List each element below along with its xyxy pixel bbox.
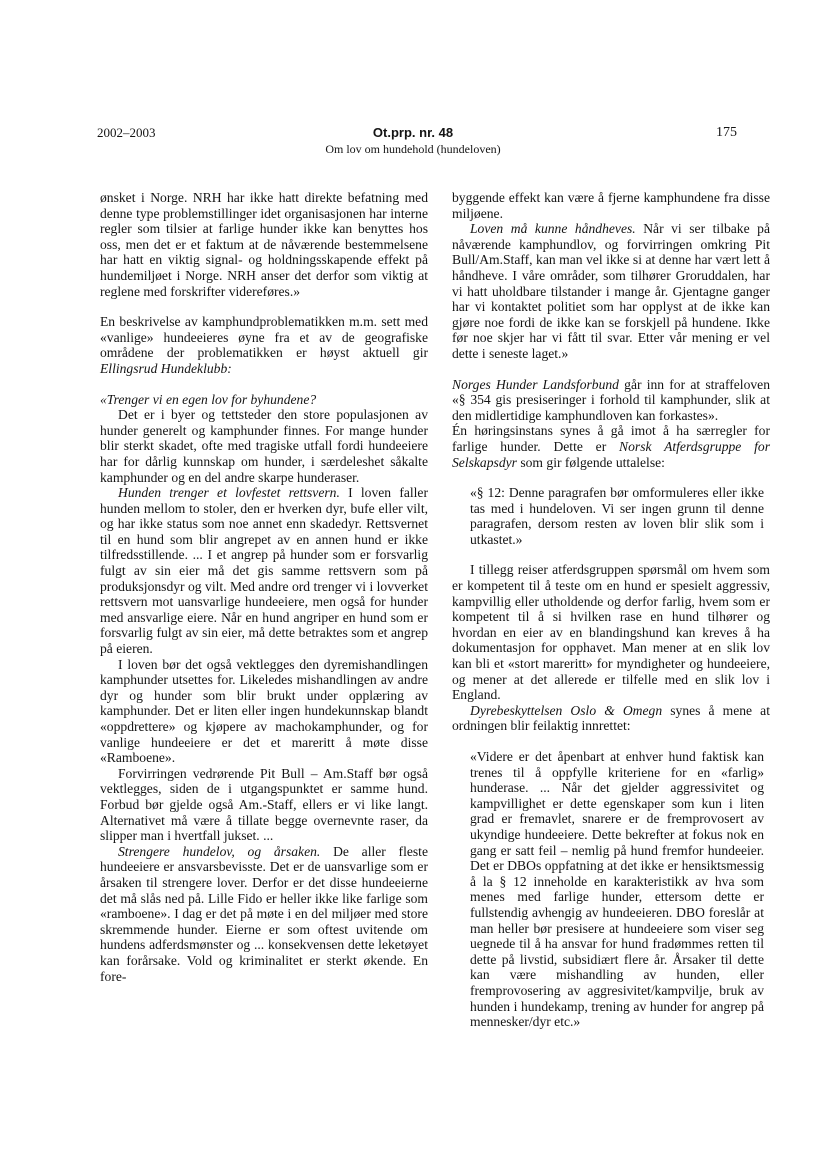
header-center	[0, 125, 826, 157]
block-quote: «Videre er det åpenbart at enhver hund faktisk kan trenes til å oppfylle kriteriene for en «farlig» hunderase. ... Når det gjelder aggressivitet og kampvillighet er dette egenskaper som kun i liten grad er fremavlet, snarere er de fremprovosert av ukyndige hundeeiere. Dette bekrefter at fokus nok en gang er satt feil – nemlig på hund fremfor hundeeier. Det er DBOs oppfatning at det ikke er hensiktsmessig å la § 12 inneholde en karakteristikk av hva som menes med farlige hunder, ettersom dette er fullstendig avhengig av hundeeieren. DBO foreslår at man heller bør presisere at hundeeiere som viser seg uegnede til å ha ansvar for hund fradømmes retten til dette på livstid, subsidiært flere år. Årsaker til dette kan være mishandling av hunden, eller fremprovosering av aggresivitet/kampvilje, bruk av hunden i hundekamp, trening av hunder for angrep på mennesker/dyr etc.»	[470, 749, 764, 1030]
organization-name: Norges Hunder Landsforbund	[452, 376, 619, 392]
left-column	[100, 190, 428, 984]
organization-name: Norsk Atferdsgruppe for Selskapsdyr	[452, 438, 771, 470]
quote-paragraph: I loven bør det også vektlegges den dyremishandlingen kamphunder utsettes for. Likeledes mishandlingen av andre dyr og hunder som blir brukt under opplæring av kamphunder. Det er liten eller ingen hundekunnskap blandt «oppdrettere» og kjøpere av machokamphunder, og for vanlige hundeeiere er det et mareritt å møte disse «Ramboene».	[100, 656, 428, 766]
block-quote: «§ 12: Denne paragrafen bør omformuleres eller ikke tas med i hundeloven. Vi ser ingen grunn til denne paragrafen, dersom resten av loven blir slik som i utkastet.»	[470, 485, 764, 547]
quote-heading: «Trenger vi en egen lov for byhundene?	[100, 391, 317, 407]
quote-subheading: Loven må kunne håndheves.	[470, 221, 636, 237]
document-subtitle: Om lov om hundehold (hundeloven)	[325, 142, 501, 156]
quote-paragraph: Hunden trenger et lovfestet rettsvern. I loven faller hunden mellom to stoler, den er hverken dyr, bufe eller vilt, og har ikke status som noe annet enn skadedyr. Rettsvernet til en hund som blir angrepet av en annen hund er ikke tilfredsstillende. ... I et angrep på hunder som er forsvarlig fulgt av sin eier må det gis samme rettsvern som på produksjonsdyr og vilt. Med andre ord trenger vi i lovverket rettsvern mot uansvarlige hundeeiere, men også for hunder med ansvarlige eiere. Når en hund angriper en hund som er forsvarlig fulgt av sin eier, må dette betraktes som et angrep på eieren.	[100, 485, 428, 657]
right-column	[452, 190, 770, 1030]
page-number: 175	[716, 125, 737, 140]
organization-name: Dyrebeskyttelsen Oslo & Omegn	[470, 702, 663, 718]
paragraph: Én høringsinstans synes å gå imot å ha særregler for farlige hunder. Dette er Norsk Atferdsgruppe for Selskapsdyr som gir følgende uttalelse:	[452, 423, 771, 470]
paragraph: I tillegg reiser atferdsgruppen spørsmål om hvem som er kompetent til å teste om en hund er spesielt aggressiv, kampvillig eller utholdende og derfor farlig, hvem som er kompetent til å si hvilken rase en hund tilhører og hvordan en eier av en blandingshund kan kreves å ha dokumentasjon for opphavet. Man mener at en slik lov kan bli et «stort mareritt» for myndigheter og hundeeiere, og mener at det allerede er tilfelle med en slik lov i England.	[452, 562, 770, 703]
header-years: 2002–2003	[97, 125, 156, 140]
paragraph: byggende effekt kan være å fjerne kamphundene fra disse miljøene.	[452, 190, 770, 221]
quote-paragraph: Det er i byer og tettsteder den store populasjonen av hunder generelt og kamphunder finnes. For mange hunder blir sterkt skadet, ofte med tragiske utfall fordi hundeeiere har for dårlig kunnskap om hunder, i særdeleshet såkalte kamphunder og en del andre skarpe hunderaser.	[100, 407, 428, 485]
paragraph: En beskrivelse av kamphundproblematikken m.m. sett med «vanlige» hundeeieres øyne fra et av de geografiske områdene der problematikken er høyst aktuell gir Ellingsrud Hundeklubb:	[100, 314, 428, 376]
paragraph: ønsket i Norge. NRH har ikke hatt direkte befatning med denne type problemstillinger idet organisasjonen har interne regler som tilsier at farlige hunder ikke kan benyttes hos oss, men det er et faktum at de nåværende bestemmelsene har hatt en viktig signal- og holdningsskapende effekt på hundemiljøet i Norge. NRH anser det derfor som viktig at reglene med forskrifter videreføres.»	[100, 190, 428, 299]
quote-subheading: Strengere hundelov, og årsaken.	[118, 843, 321, 859]
paragraph: Norges Hunder Landsforbund går inn for at straffeloven «§ 354 gis presiseringer i forhold til kamphunder, slik at den midlertidige kamphundloven kan forkastes».	[452, 376, 770, 423]
quote-subheading: Hunden trenger et lovfestet rettsvern.	[118, 485, 340, 501]
quote-paragraph: Strengere hundelov, og årsaken. De aller fleste hundeeiere er ansvarsbevisste. Det er de uansvarlige som er årsaken til strengere lover. Derfor er det disse hundeeierne det må slås ned på. Lille Fido er heller ikke like farlige som «ramboene». I dag er det på møte i en del miljøer med store skremmende hunder. Eierne er som oftest uvitende om hundens adferdsmønster og ... konsekvensen dette leketøyet kan forårsake. Vold og kriminalitet er sterkt økende. En fore-	[100, 843, 428, 984]
paragraph: Dyrebeskyttelsen Oslo & Omegn synes å mene at ordningen blir feilaktig innrettet:	[452, 702, 770, 734]
document-title: Ot.prp. nr. 48	[372, 125, 454, 140]
organization-name: Ellingsrud Hundeklubb:	[100, 360, 232, 376]
quote-paragraph: Forvirringen vedrørende Pit Bull – Am.Staff bør også vektlegges, siden de i utgangspunktet er samme hund. Forbud bør gjelde også Am.-Staff, ellers er vi like langt. Alternativet må være å tillate begge overnevnte raser, da slipper man i hvertfall jukset. ...	[100, 765, 428, 844]
quote-paragraph: Loven må kunne håndheves. Når vi ser tilbake på nåværende kamphundlov, og forvirringen omkring Pit Bull/Am.Staff, kan man vel ikke si at denne har vært lett å håndheve. I våre områder, som tilhører Groruddalen, har vi hatt uholdbare tilstander i mange år. Gjentagne ganger har vi kontaktet politiet som har opplyst at de ikke kan gjøre noe fordi de ikke kan se forskjell på hundene. Ikke før noe skjer har vi fått til svar. Etter vår mening er vel dette i seneste laget.»	[452, 221, 770, 361]
